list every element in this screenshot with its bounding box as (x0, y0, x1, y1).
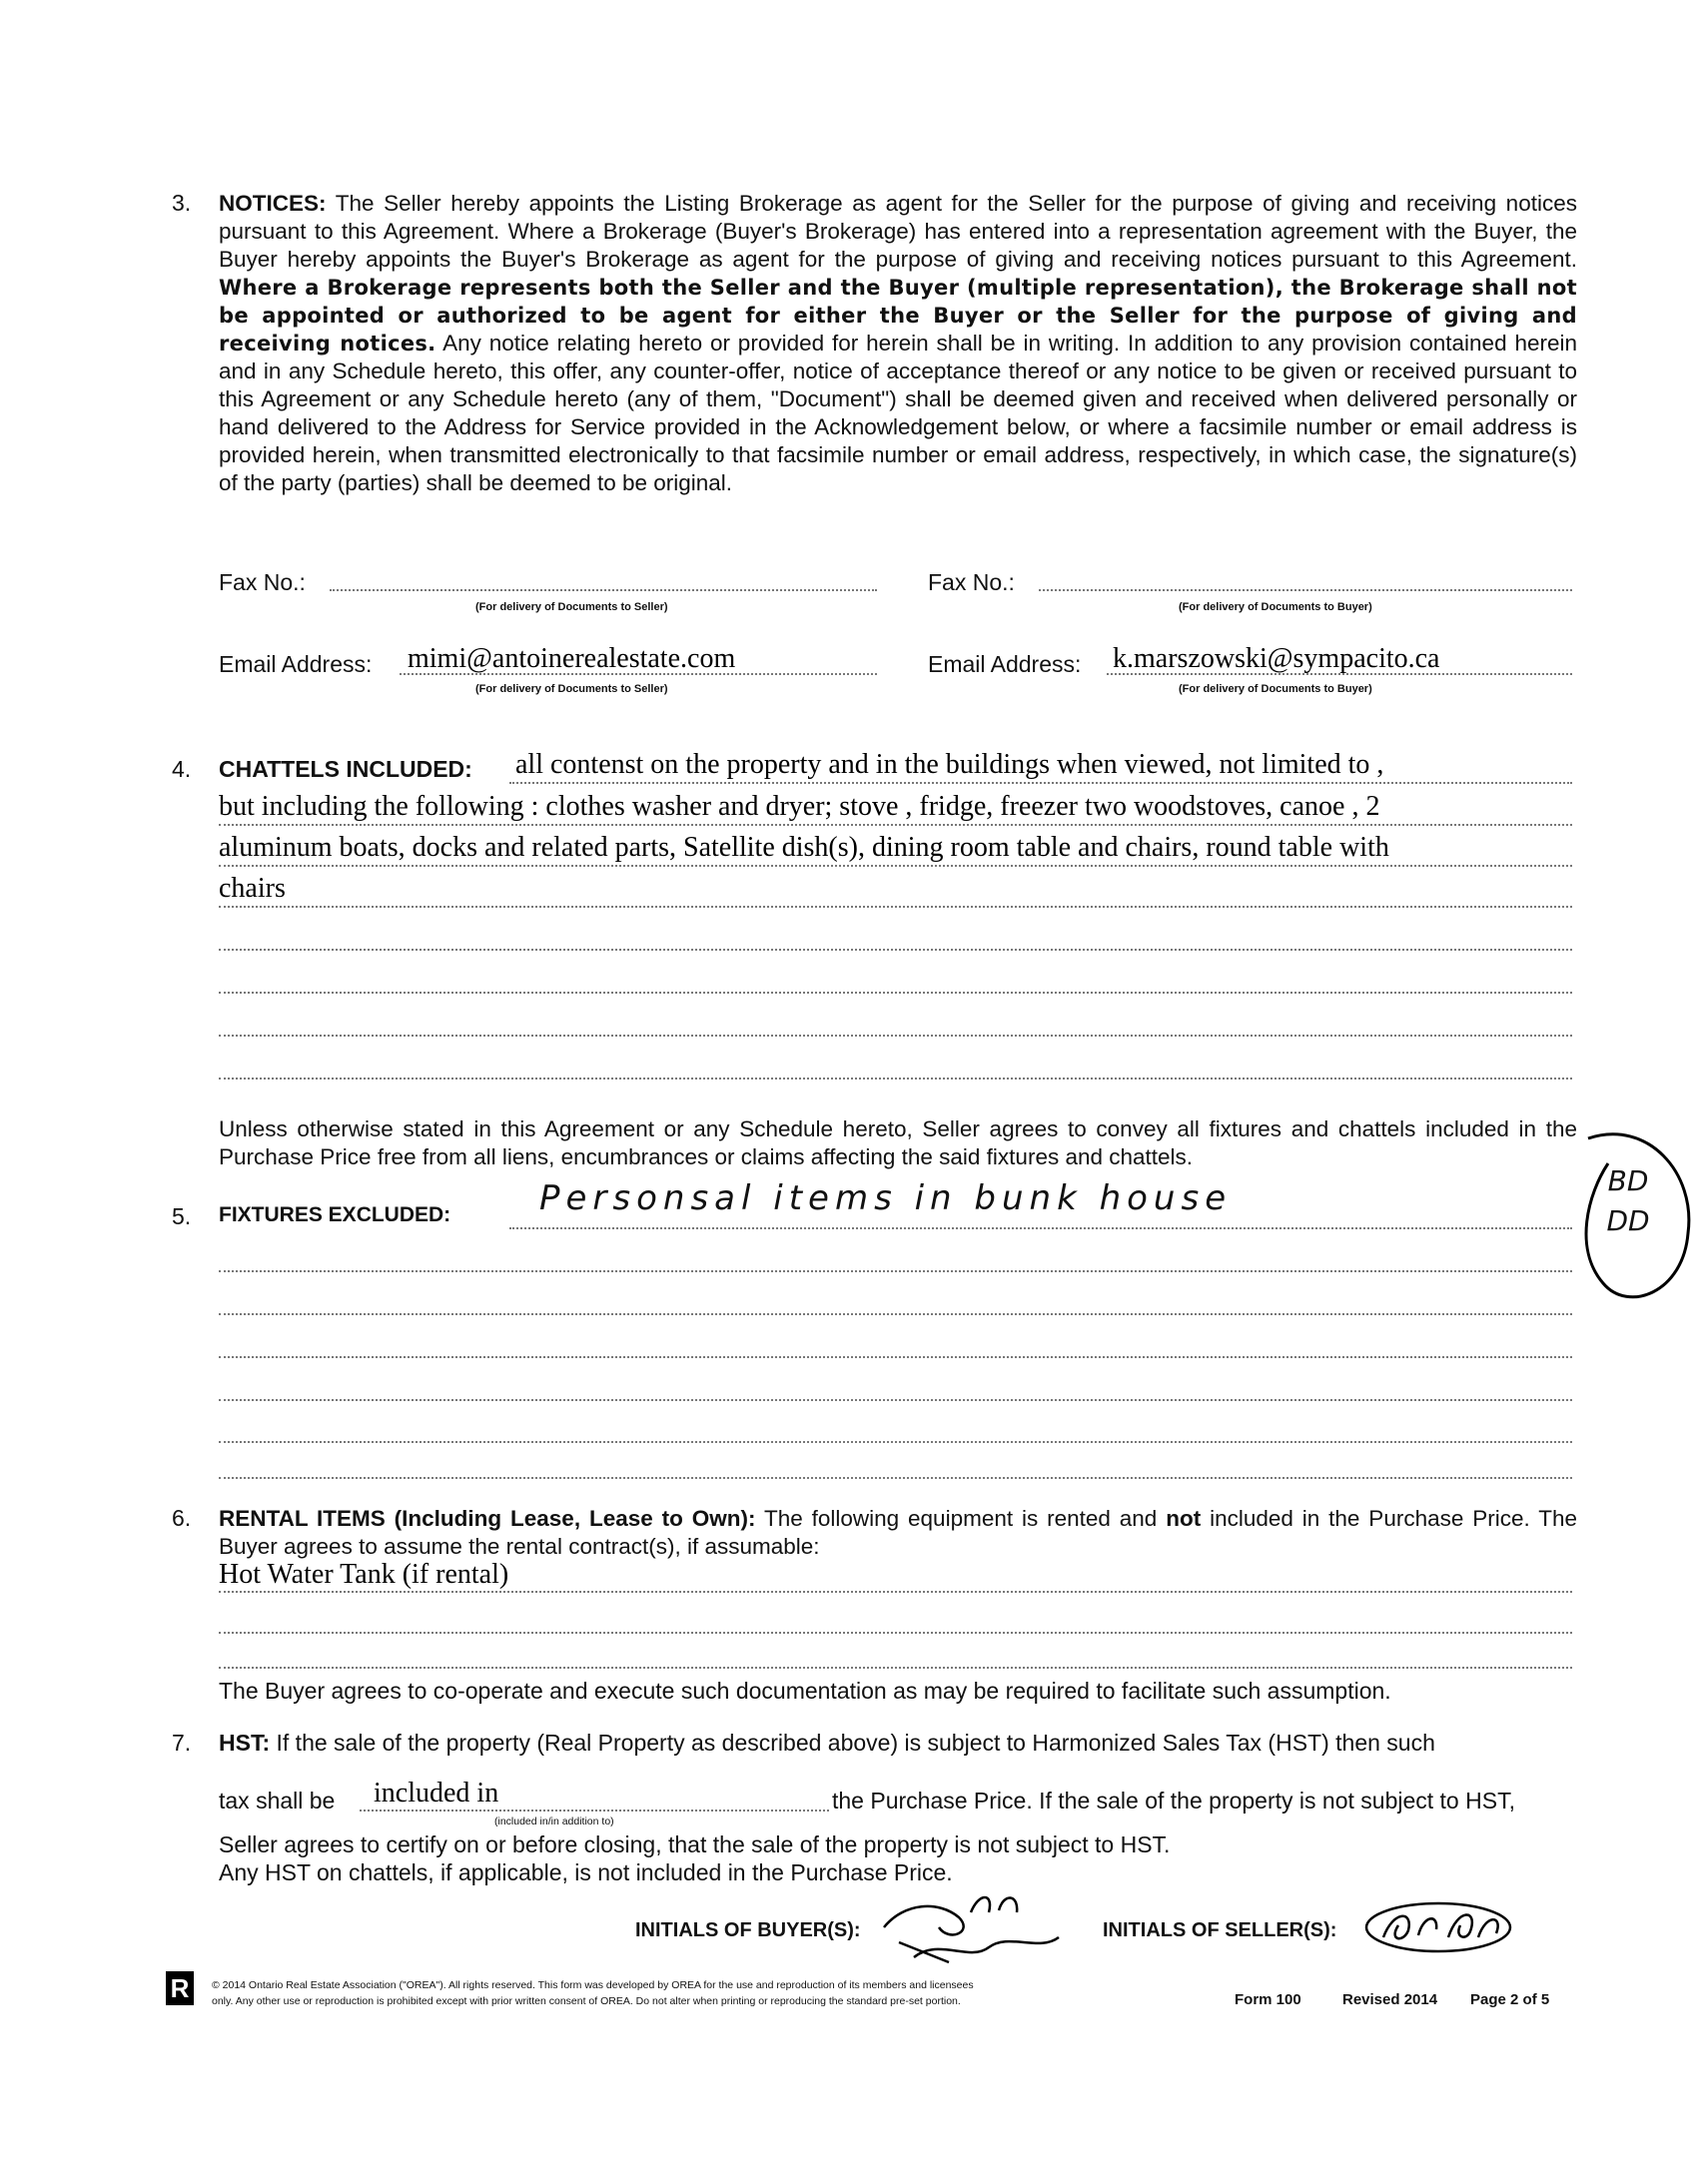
initials-buyer-label: INITIALS OF BUYER(S): (635, 1919, 861, 1941)
email-buyer-label: Email Address: (928, 651, 1082, 677)
hst-tax-field[interactable] (360, 1810, 829, 1812)
footer-copyright-line-2: only. Any other use or reproduction is prohibited except with prior written consent of OREA. Do not alter when printing or reproducing the standard pre-set portion. (212, 1995, 961, 2007)
fax-buyer-caption: (For delivery of Documents to Buyer) (1179, 601, 1372, 613)
chattels-line-7[interactable] (219, 1035, 1572, 1037)
margin-initials-text: BD DD (1606, 1164, 1650, 1237)
chattels-text-1: all contenst on the property and in the buildings when viewed, not limited to , (515, 749, 1384, 780)
section-4-heading: CHATTELS INCLUDED: (219, 756, 472, 782)
hst-tax-suffix: the Purchase Price. If the sale of the property is not subject to HST, (832, 1788, 1515, 1814)
chattels-text-2: but including the following : clothes washer and dryer; stove , fridge, freezer two woodstoves, canoe , 2 (219, 791, 1380, 822)
fixtures-line-1[interactable] (509, 1227, 1572, 1229)
rental-line-3[interactable] (219, 1667, 1572, 1669)
realtor-logo: R (166, 1971, 194, 2005)
seller-initials-signature (1358, 1895, 1518, 1955)
fixtures-line-5[interactable] (219, 1399, 1572, 1401)
fixtures-line-2[interactable] (219, 1270, 1572, 1272)
rental-closing-text: The Buyer agrees to co-operate and execute such documentation as may be required to facilitate such assumption. (219, 1678, 1391, 1704)
section-7-heading: HST: (219, 1730, 271, 1756)
fax-seller-caption: (For delivery of Documents to Seller) (475, 601, 668, 613)
footer-form-number: Form 100 (1235, 1991, 1301, 2008)
section-7-line-1 (219, 1730, 1435, 1757)
footer-copyright-line-1: © 2014 Ontario Real Estate Association ("OREA"). All rights reserved. This form was developed by OREA for the use and reproduction of its members and licensees (212, 1979, 974, 1991)
rental-item-1: Hot Water Tank (if rental) (219, 1559, 509, 1590)
fixtures-line-7[interactable] (219, 1477, 1572, 1479)
hst-text-3: Any HST on chattels, if applicable, is not included in the Purchase Price. (219, 1859, 953, 1885)
email-buyer-value: k.marszowski@sympacito.ca (1113, 643, 1440, 674)
section-5-number: 5. (172, 1203, 192, 1229)
fixtures-line-3[interactable] (219, 1313, 1572, 1315)
chattels-line-5[interactable] (219, 949, 1572, 951)
section-6-heading: RENTAL ITEMS (Including Lease, Lease to Own): (219, 1506, 756, 1531)
chattels-text-3: aluminum boats, docks and related parts, Satellite dish(s), dining room table and chairs, round table with (219, 832, 1389, 863)
section-3-notices-text (219, 190, 1577, 497)
fax-seller-label: Fax No.: (219, 569, 306, 595)
section-6-text (219, 1505, 1577, 1561)
chattels-line-3[interactable] (219, 865, 1572, 867)
section-3-number: 3. (172, 190, 192, 216)
fax-buyer-label: Fax No.: (928, 569, 1015, 595)
section-3-text-part1: The Seller hereby appoints the Listing Brokerage as agent for the Seller for the purpose of giving and receiving notices pursuant to this Agreement. Where a Brokerage (Buyer's Brokerage) has entered into a representation agreement with the Buyer, the Buyer hereby appoints the Buyer's Brokerage as agent for the purpose of giving and receiving notices pursuant to this Agreement. (219, 191, 1577, 272)
fixtures-handwritten: Personsal items in bunk house (539, 1178, 1233, 1218)
chattels-line-2[interactable] (219, 824, 1572, 826)
hst-text-2: Seller agrees to certify on or before closing, that the sale of the property is not subject to HST. (219, 1831, 1171, 1857)
rental-line-2[interactable] (219, 1632, 1572, 1634)
chattels-line-8[interactable] (219, 1078, 1572, 1080)
email-seller-caption: (For delivery of Documents to Seller) (475, 683, 668, 695)
footer-revised: Revised 2014 (1342, 1991, 1438, 2008)
chattels-line-4[interactable] (219, 906, 1572, 908)
section-3-text-part2: Any notice relating hereto or provided for herein shall be in writing. In addition to any provision contained herein and in any Schedule hereto, this offer, any counter-offer, notice of acceptance thereof or any notice to be given or received pursuant to this Agreement or any Schedule hereto (any of them, "Document") shall be deemed given and received when delivered personally or hand delivered to the Address for Service provided in the Acknowledgement below, or where a facsimile number or email address is provided herein, when transmitted electronically to that facsimile number or email address, respectively, in which case, the signature(s) of the party (parties) shall be deemed to be original. (219, 331, 1577, 495)
section-6-number: 6. (172, 1505, 192, 1531)
fixtures-line-6[interactable] (219, 1441, 1572, 1443)
section-4-number: 4. (172, 756, 192, 782)
section-3-bold-text: Where a Brokerage represents both the Seller and the Buyer (multiple representation), the Brokerage shall not be appointed or authorized to be agent for either the Buyer or the Seller for the purpose of giving and receiving notices. (219, 276, 1577, 356)
fixtures-line-4[interactable] (219, 1356, 1572, 1358)
rental-line-1[interactable] (219, 1591, 1572, 1593)
section-3-heading: NOTICES: (219, 191, 327, 216)
fax-seller-field[interactable] (330, 589, 877, 591)
initials-seller-label: INITIALS OF SELLER(S): (1103, 1919, 1337, 1941)
chattels-line-1[interactable] (509, 782, 1572, 784)
section-7-text-1: If the sale of the property (Real Property as described above) is subject to Harmonized Sales Tax (HST) then such (276, 1730, 1435, 1756)
section-5-heading: FIXTURES EXCLUDED: (219, 1203, 451, 1226)
chattels-closing-text: Unless otherwise stated in this Agreement or any Schedule hereto, Seller agrees to convey all fixtures and chattels included in the Purchase Price free from all liens, encumbrances or claims affecting the said fixtures and chattels. (219, 1116, 1577, 1169)
hst-tax-prefix: tax shall be (219, 1788, 336, 1814)
section-6-text-a: The following equipment is rented and (763, 1506, 1158, 1531)
hst-tax-value: included in (374, 1778, 499, 1809)
email-seller-label: Email Address: (219, 651, 373, 677)
email-seller-value: mimi@antoinerealestate.com (408, 643, 736, 674)
chattels-text-4: chairs (219, 873, 286, 904)
section-6-not: not (1166, 1506, 1202, 1531)
fax-buyer-field[interactable] (1039, 589, 1572, 591)
section-7-number: 7. (172, 1730, 192, 1756)
hst-tax-caption: (included in/in addition to) (494, 1816, 614, 1827)
footer-page-number: Page 2 of 5 (1470, 1991, 1550, 2008)
chattels-line-6[interactable] (219, 992, 1572, 994)
buyer-initials-signature (879, 1882, 1069, 1972)
email-buyer-caption: (For delivery of Documents to Buyer) (1179, 683, 1372, 695)
section-6-text-b: included in the Purchase Price. The Buyer agrees to assume the rental contract(s), if assumable: (219, 1506, 1577, 1559)
